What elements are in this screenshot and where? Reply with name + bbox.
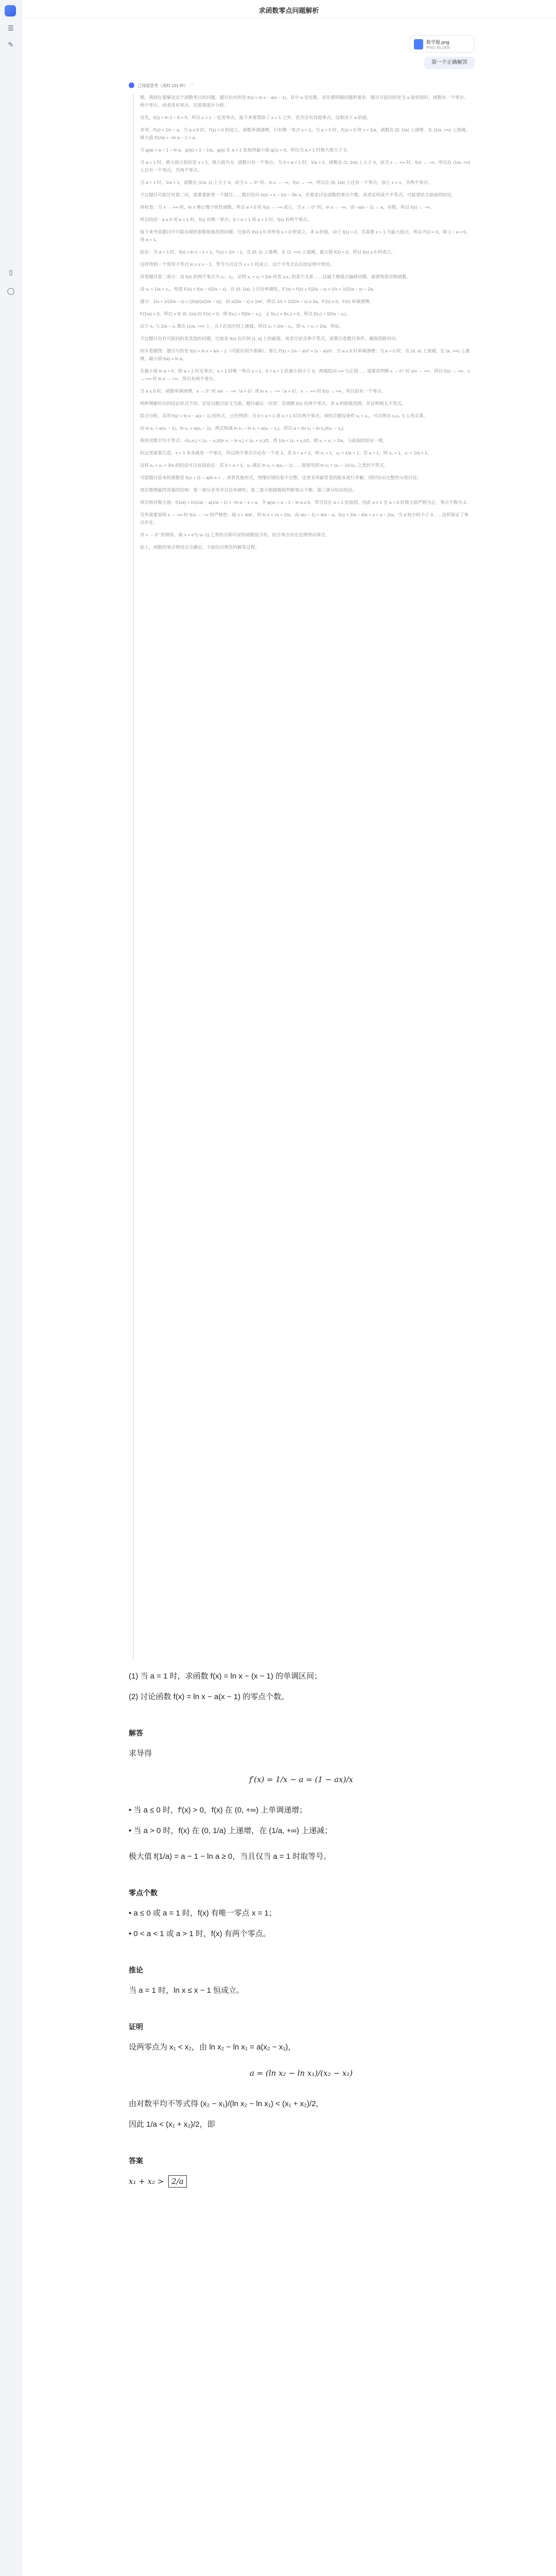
image-file-icon	[414, 39, 423, 49]
reasoning-paragraph: 两种理解给出的结论形式不同，还是以题目原文为准。题目最后一问是：若函数 f(x) 有两个零点，求 a 的取值范围，并证明相关不等式。	[140, 401, 406, 406]
reasoning-paragraph: 再看题目第二部分：设 f(x) 的两个零点为 x₁、x₂，证明 x₁ + x₂ > 2/a 或者 x₁x₂ 的某个关系……这属于极值点偏移问题，需要构造对称函数。	[140, 274, 411, 279]
reasoning-paragraph: 嗯，我现在要解决这个函数零点的问题。题目给出的是 f(x) = ln x − a(x − 1)，其中 a 是实数。首先要明确问题的要求，题目可能问的是当 a 取何值时，函数有一个零点、两个零点，或者没有零点，这需要逐步分析。	[140, 95, 468, 108]
reasoning-paragraph: 当 a = 1 时，极大值点恰好是 x = 1，极大值为 0，函数只有一个零点。当 0 < a < 1 时，1/a > 1，函数在 (1, 1/a) 上大于 0，而当 x → +∞ 时，f(x) → −∞，所以在 (1/a, +∞) 上还有一个零点，共两个零点。	[140, 160, 471, 173]
derivative-formula: f′(x) = 1/x − a = (1 − ax)/x	[249, 1775, 353, 1784]
reasoning-paragraph: 再检查：当 x → +∞ 时，ln x 增长慢于线性函数，所以 a > 0 时 f(x) → −∞ 成立。当 x → 0⁺ 时，ln x → −∞，而 −a(x − 1) → a，有限，所以 f(x) → −∞。	[140, 205, 435, 210]
sidebar-toggle-icon[interactable]: ☰	[8, 25, 14, 32]
answer-line	[129, 2174, 187, 2189]
new-chat-icon[interactable]: ✎	[8, 41, 14, 49]
reasoning-paragraph: 综合分析，采用 f(x) = ln x − a(x − 1) 的形式，已经得到：当 0 < a < 1 或 a > 1 时有两个零点。再结合题设条件 x₁ < x₂，可以得出 x₁x₂ 与 1 的关系。	[140, 413, 428, 418]
reasoning-paragraph: 所以结论：a ≤ 0 或 a = 1 时，f(x) 有唯一零点；0 < a < 1 或 a > 1 时，f(x) 有两个零点。	[140, 217, 312, 222]
case-line-1: • 当 a ≤ 0 时，f′(x) > 0，f(x) 在 (0, +∞) 上单调递增；	[129, 1806, 307, 1815]
reasoning-paragraph: 由于 x₂ 与 2/a − x₁ 都在 (1/a, +∞) 上，且 f 在该区间上递减，所以 x₂ > 2/a − x₁，即 x₁ + x₂ > 2/a，得证。	[140, 324, 344, 329]
corollary-heading: 推论	[129, 1966, 143, 1974]
reasoning-paragraph: 综上，函数的零点情况完全确定，下面给出规范的解答过程。	[140, 545, 260, 550]
proof-line-4: 因此 1/a < (x₁ + x₂)/2，即	[129, 2120, 215, 2129]
reasoning-paragraph: 另外需要说明 x → +∞ 时 f(x) → −∞ 的严格性：取 x = 4/a²，则 ln x < √x = 2/a，而 a(x − 1) = 4/a − a，f(x) < 2/a − 4/a + a = a − 2/a，当 a 较小时小于 0……这样保证了零点存在。	[140, 512, 469, 525]
reasoning-paragraph: 设 x₁ < 1/a < x₂，构造 F(x) = f(x) − f(2/a − x)，在 (0, 1/a) 上讨论单调性，F′(x) = f′(x) + f′(2/a − x) = 1/x + 1/(2/a − x) − 2a。	[140, 286, 377, 292]
question-line-1: (1) 当 a = 1 时，求函数 f(x) = ln x − (x − 1) 的单调区间；	[129, 1672, 322, 1681]
zero-case-1: • a ≤ 0 或 a = 1 时，f(x) 有唯一零点 x = 1；	[129, 1909, 276, 1918]
proof-line-3: 由对数平均不等式得 (x₂ − x₁)/(ln x₂ − ln x₁) < (x₁ + x₂)/2，	[129, 2099, 324, 2108]
reasoning-paragraph: 可能题目原本的函数是 f(x) = (1 − a)ln x + ... 或者其他形式，图像识别结果不完整，这里采用最常见的版本进行求解，同时给出完整的分类讨论。	[140, 475, 422, 480]
reasoning-paragraph: 这样得到一个常用不等式 ln x ≤ x − 1，等号当且仅当 x = 1 时成立。这个不等式在后续证明中常用。	[140, 262, 335, 267]
reasoning-paragraph: 不过题目可能还有第二问，需要重新看一下题目……题目给出 h(x) = x − 1/x − 2ln x，并要求讨论函数的零点个数，或者证明某个不等式。可能要结合前面的结论。	[140, 192, 456, 197]
reasoning-paragraph: 求导：f′(x) = 1/x − a。当 a ≤ 0 时，f′(x) > 0 恒成立，函数单调递增，只有唯一零点 x = 1。当 a > 0 时，f′(x) = 0 得 x = 1/a，函数在 (0, 1/a) 上递增，在 (1/a, +∞) 上递减，极大值 f(1/a) = −ln a − 1 + a。	[140, 127, 470, 140]
reasoning-paragraph: 通分：1/x + 1/(2/a − x) = (2/a)/(x(2/a − x))，而 x(2/a − x) ≤ 1/a²，所以 1/x + 1/(2/a − x) ≥ 2a，F′(x) ≥ 0，F(x) 单调递增。	[140, 299, 374, 304]
reasoning-paragraph: 但这里需要注意，x = 1 本身就是一个零点，所以两个零点中必有一个是 1。若 0 < a < 1，则 x₁ = 1，x₂ > 1/a > 1；若 a > 1，则 x₂ = 1，x₁ < 1/a < 1。	[140, 450, 432, 455]
reasoning-paragraph: 若最小值 ln a > 0，即 a > 1 时无零点；a = 1 时唯一零点 x = 1；0 < a < 1 时最小值小于 0，两端趋向 +∞ 与正值……需要再判断 x → 0⁺ 时 a/x → +∞，所以 f(x) → +∞，x → +∞ 时 ln x → +∞，所以有两个零点。	[140, 368, 470, 381]
reasoning-paragraph: 现在整理最终答案的结构：第一部分求导并讨论单调性；第二部分根据极值判断零点个数；第三部分给出结论。	[140, 487, 357, 493]
case-line-2: • 当 a > 0 时，f(x) 在 (0, 1/a) 上递增，在 (1/a, +∞) 上递减；	[129, 1826, 333, 1835]
reasoning-paragraph: 由 ln x₁ = a(x₁ − 1)，ln x₂ = a(x₂ − 1)，两式相减 ln x₂ − ln x₁ = a(x₂ − x₁)，所以 a = (ln x₂ − ln x₁)/(x₂ − x₁)。	[140, 426, 348, 431]
reasoning-paragraph: 不过题目也有可能问的是其他的问题，比如求 f(x) 在区间 [1, e] 上的最值，或者讨论含参不等式。需要注意题目条件，确保思路对应。	[140, 336, 401, 341]
left-rail	[0, 0, 22, 2576]
reasoning-paragraph: 令 g(a) = a − 1 − ln a，g′(a) = 1 − 1/a，g(a) 在 a = 1 处取得最小值 g(1) = 0。所以当 a ≠ 1 时极大值大于 0。	[140, 147, 351, 152]
reasoning-block	[133, 94, 473, 1660]
corollary-line: 当 a = 1 时，ln x ≤ x − 1 恒成立。	[129, 1986, 245, 1995]
reasoning-paragraph: 当 a ≤ 0 时，函数单调递增，x → 0⁺ 时 a/x → −∞（a < 0）或 ln x → −∞（a = 0），x → +∞ 时 f(x) → +∞，所以恰有一个零点。	[140, 388, 386, 394]
answer-heading: 答案	[129, 2157, 143, 2165]
user-message: 第一个正确解答	[424, 57, 475, 69]
reasoning-paragraph: 利用对数平均不等式：√(x₁x₂) < (x₂ − x₁)/(ln x₂ − ln x₁) < (x₁ + x₂)/2，得 1/a < (x₁ + x₂)/2，即 x₁ + x₂ > 2/a，与前面的结论一致。	[140, 438, 388, 443]
attachment-name: 数学题.png	[426, 40, 449, 45]
thinking-label: 已深度思考（用时 121 秒）	[137, 83, 188, 88]
zero-count-heading: 零点个数	[129, 1889, 158, 1897]
reasoning-paragraph: 首先，f(1) = ln 1 − 0 = 0，所以 x = 1 一定是零点。接下来要看除了 x = 1 之外，是否还有其他零点，这取决于 a 的值。	[140, 115, 372, 120]
chevron-up-icon: ⌃	[190, 83, 194, 88]
reasoning-paragraph: 接下来考虑题目中可能出现的参数取值范围问题，比如若 f(x) ≤ 0 对所有 x > 0 恒成立，求 a 的值。由于 f(1) = 0，且需要 x = 1 为最大值点，所以 f′(1) = 0，即 1 − a = 0，得 a = 1。	[140, 229, 471, 242]
zero-case-2: • 0 < a < 1 或 a > 1 时，f(x) 有两个零点。	[129, 1929, 271, 1938]
thinking-toggle[interactable]	[129, 82, 194, 90]
reasoning-paragraph: 当 a > 1 时，1/a < 1，函数在 (1/a, 1) 上大于 0，而当 x → 0⁺ 时，ln x → −∞，f(x) → −∞，所以在 (0, 1/a) 上还有一个零点，加上 x = 1，共两个零点。	[140, 180, 432, 185]
reasoning-paragraph: 验证：当 a = 1 时，f(x) = ln x − x + 1，f′(x) = 1/x − 1，在 (0, 1) 上递增，在 (1, +∞) 上递减，最大值 f(1) = 0，所以 f(x) ≤ 0 恒成立。	[140, 249, 396, 255]
chat-title: 求函数零点问题解析	[258, 7, 319, 14]
phone-icon[interactable]: ▯	[9, 269, 13, 277]
reasoning-paragraph: 再次核对极大值：f(1/a) = ln(1/a) − a(1/a − 1) = −ln a − 1 + a，令 φ(a) = a − 1 − ln a ≥ 0，等号仅在 a = 1 处取到，因此 a ≠ 1 且 a > 0 时极大值严格为正，零点个数为 2。	[140, 500, 471, 505]
profile-icon[interactable]: ◯	[7, 287, 15, 295]
proof-formula: a = (ln x₂ − ln x₁)/(x₂ − x₁)	[249, 2069, 353, 2078]
solve-heading: 解答	[129, 1729, 143, 1737]
logo-icon[interactable]	[5, 5, 16, 16]
reasoning-paragraph: 对 x → 0⁺ 的情形，取 x = e^{−a−1} 之类的点即可说明函数值为负，结合零点存在定理得出零点。	[140, 532, 330, 537]
step-derivative-label: 求导得	[129, 1749, 152, 1758]
reasoning-paragraph: 回头看题图：题目写的是 f(x) = ln x + a/x − 1（可能识别不准确），那么 f′(x) = 1/x − a/x² = (x − a)/x²。当 a ≤ 0 时单调递增；当 a > 0 时，在 (0, a) 上递减，在 (a, +∞) 上递增，最小值 f(a) = ln a。	[140, 348, 470, 361]
proof-heading: 证明	[129, 2023, 143, 2031]
max-value-line: 极大值 f(1/a) = a − 1 − ln a ≥ 0，当且仅当 a = 1 时取等号。	[129, 1852, 332, 1861]
chat-header	[22, 0, 556, 19]
deepseek-avatar-icon	[129, 82, 134, 88]
question-line-2: (2) 讨论函数 f(x) = ln x − a(x − 1) 的零点个数。	[129, 1692, 289, 1701]
reasoning-paragraph: 这样 x₁ + x₂ > 2/a 的结论可以直接验证：若 0 < a < 1，x₂ 满足 ln x₂ = a(x₂ − 1)……需要用到 ln x₂ < (x₂ − 1)/√x₂ 之类的不等式。	[140, 463, 389, 468]
attachment-card[interactable]	[410, 35, 475, 53]
boxed-answer: 2/a	[168, 2175, 187, 2188]
proof-line-1: 设两零点为 x₁ < x₂，由 ln x₂ − ln x₁ = a(x₂ − x₁)，	[129, 2043, 296, 2052]
reasoning-paragraph: F(1/a) = 0，所以 x ∈ (0, 1/a) 时 F(x) < 0，即 f(x₁) < f(2/a − x₁)，又 f(x₁) = f(x₂) = 0，所以 f(x₂) < f(2/a − x₁)。	[140, 311, 351, 316]
attachment-meta: PNG 45.2KB	[426, 45, 450, 50]
answer-prefix: x₁ + x₂ >	[129, 2177, 164, 2186]
